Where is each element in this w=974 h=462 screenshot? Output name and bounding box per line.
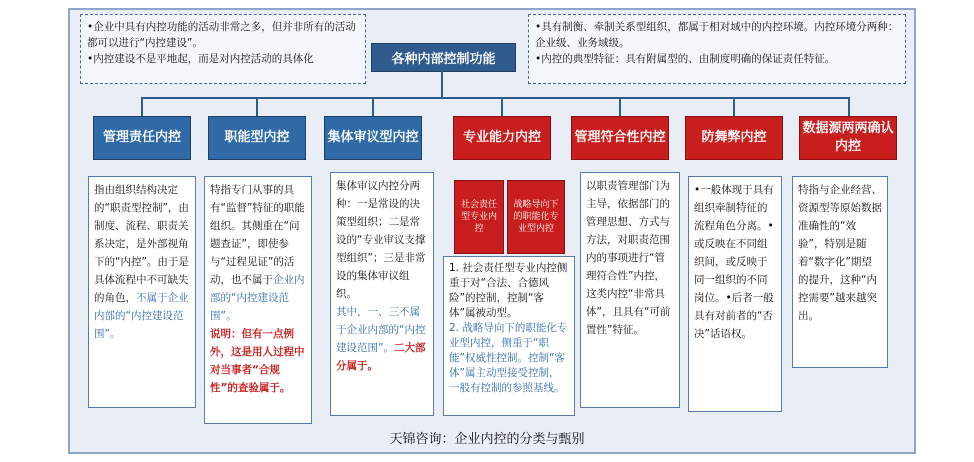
footer-caption: 天锦咨询：企业内控的分类与甄别 [389, 432, 585, 447]
desc4-blue: 2. 战略导向下的职能化专业型内控，侧重于“职能”权威性控制。控制“客体”属主动型接受控制，一般有控制的参照基线。 [449, 322, 568, 394]
desc7-text: 特指与企业经营、资源型等原始数据准确性的“效验”，特别是随着“数字化”期望的提升，这种“内控需要”越来越突出。 [798, 184, 882, 322]
category-management-responsibility: 管理责任内控 [93, 116, 191, 160]
desc3-text: 集体审议内控分两种：一是常设的决策型组织；二是常设的“专业审议支撑型组织”；三是非常设的集体审议组织。 [336, 180, 426, 300]
connector-drop-3 [372, 97, 374, 116]
category-professional-capability: 专业能力内控 [453, 116, 551, 160]
desc2-red: 说明：但有一点例外，这是用人过程中对当事者“合规性”的查验属于。 [210, 328, 305, 394]
desc-collective-review [330, 172, 434, 416]
desc-professional-capability [443, 256, 575, 416]
connector-drop-5 [619, 97, 621, 116]
category-data-source-confirmation: 数据源两两确认内控 [799, 116, 897, 160]
connector-drop-1 [141, 97, 143, 116]
desc1-blue: 不属于企业内部的“内控建设范围”。 [94, 292, 189, 340]
desc3-blue: 其中，一、三不属于企业内部的“内控建设范围”。 [336, 306, 426, 354]
desc2-blue: 企业内部的“内控建设范围”。 [210, 274, 305, 322]
category-functional: 职能型内控 [208, 116, 306, 160]
connector-drop-2 [256, 97, 258, 116]
top-right-line2: •内控的典型特征：具有附属型的、由制度明确的保证责任特征。 [535, 53, 836, 65]
top-left-line1: •企业中具有内控功能的活动非常之多，但并非所有的活动都可以进行“内控建设”。 [87, 21, 356, 49]
desc-anti-fraud [688, 176, 782, 412]
sub-strategic-functional: 战略导向下的职能化专业型内控 [507, 180, 565, 254]
connector-horizontal [141, 97, 849, 99]
top-left-line2: •内控建设不是平地起，而是对内控活动的具体化 [87, 53, 314, 65]
desc-functional [204, 176, 312, 424]
desc4-text: 1. 社会责任型专业内控侧重于对“合法、合德风险”的控制，控制“客体”属被动型。 [449, 262, 568, 319]
top-right-line1: •具有制衡、牵制关系型组织，都属于相对域中的内控环境。内控环境分两种：企业级、业务域级。 [535, 21, 899, 49]
diagram-title: 各种内部控制功能 [371, 43, 516, 72]
connector-drop-6 [733, 97, 735, 116]
category-collective-review: 集体审议型内控 [324, 116, 422, 160]
sub-social-responsibility: 社会责任型专业内控 [454, 180, 504, 254]
connector-drop-4 [501, 97, 503, 116]
connector-drop-7 [848, 97, 850, 116]
desc-management-compliance [580, 172, 680, 408]
top-left-note [80, 14, 366, 84]
category-management-compliance: 管理符合性内控 [571, 116, 669, 160]
desc2-text: 特指专门从事的具有“监督”特征的职能组织。其侧重在“问题查证”，即使参与“过程见证”的活动，也不属于 [210, 184, 305, 286]
desc3-red: 二大部分属于。 [336, 342, 426, 372]
connector-vertical-main [441, 70, 443, 98]
top-right-note [528, 14, 906, 84]
category-anti-fraud: 防舞弊内控 [685, 116, 783, 160]
desc6-text: •一般体现于具有组织牵制特征的流程角色分离。•或反映在不同组织间，或反映于同一组织的不同岗位。•后者一般具有对前者的“否决”话语权。 [694, 184, 774, 340]
desc5-text: 以职责管理部门为主导，依据部门的管理思想、方式与方法，对职责范围内的事项进行“管理符合性”内控，这类内控“非常具体”，且具有“可前置性”特征。 [586, 180, 671, 336]
desc-data-source-confirmation [792, 176, 888, 368]
desc-management-responsibility [88, 176, 196, 408]
desc1-text: 指由组织结构决定的“职责型控制”，由制度、流程、职责关系决定，是外部视角下的“内控”。由于是具体流程中不可缺失的角色， [94, 184, 189, 304]
